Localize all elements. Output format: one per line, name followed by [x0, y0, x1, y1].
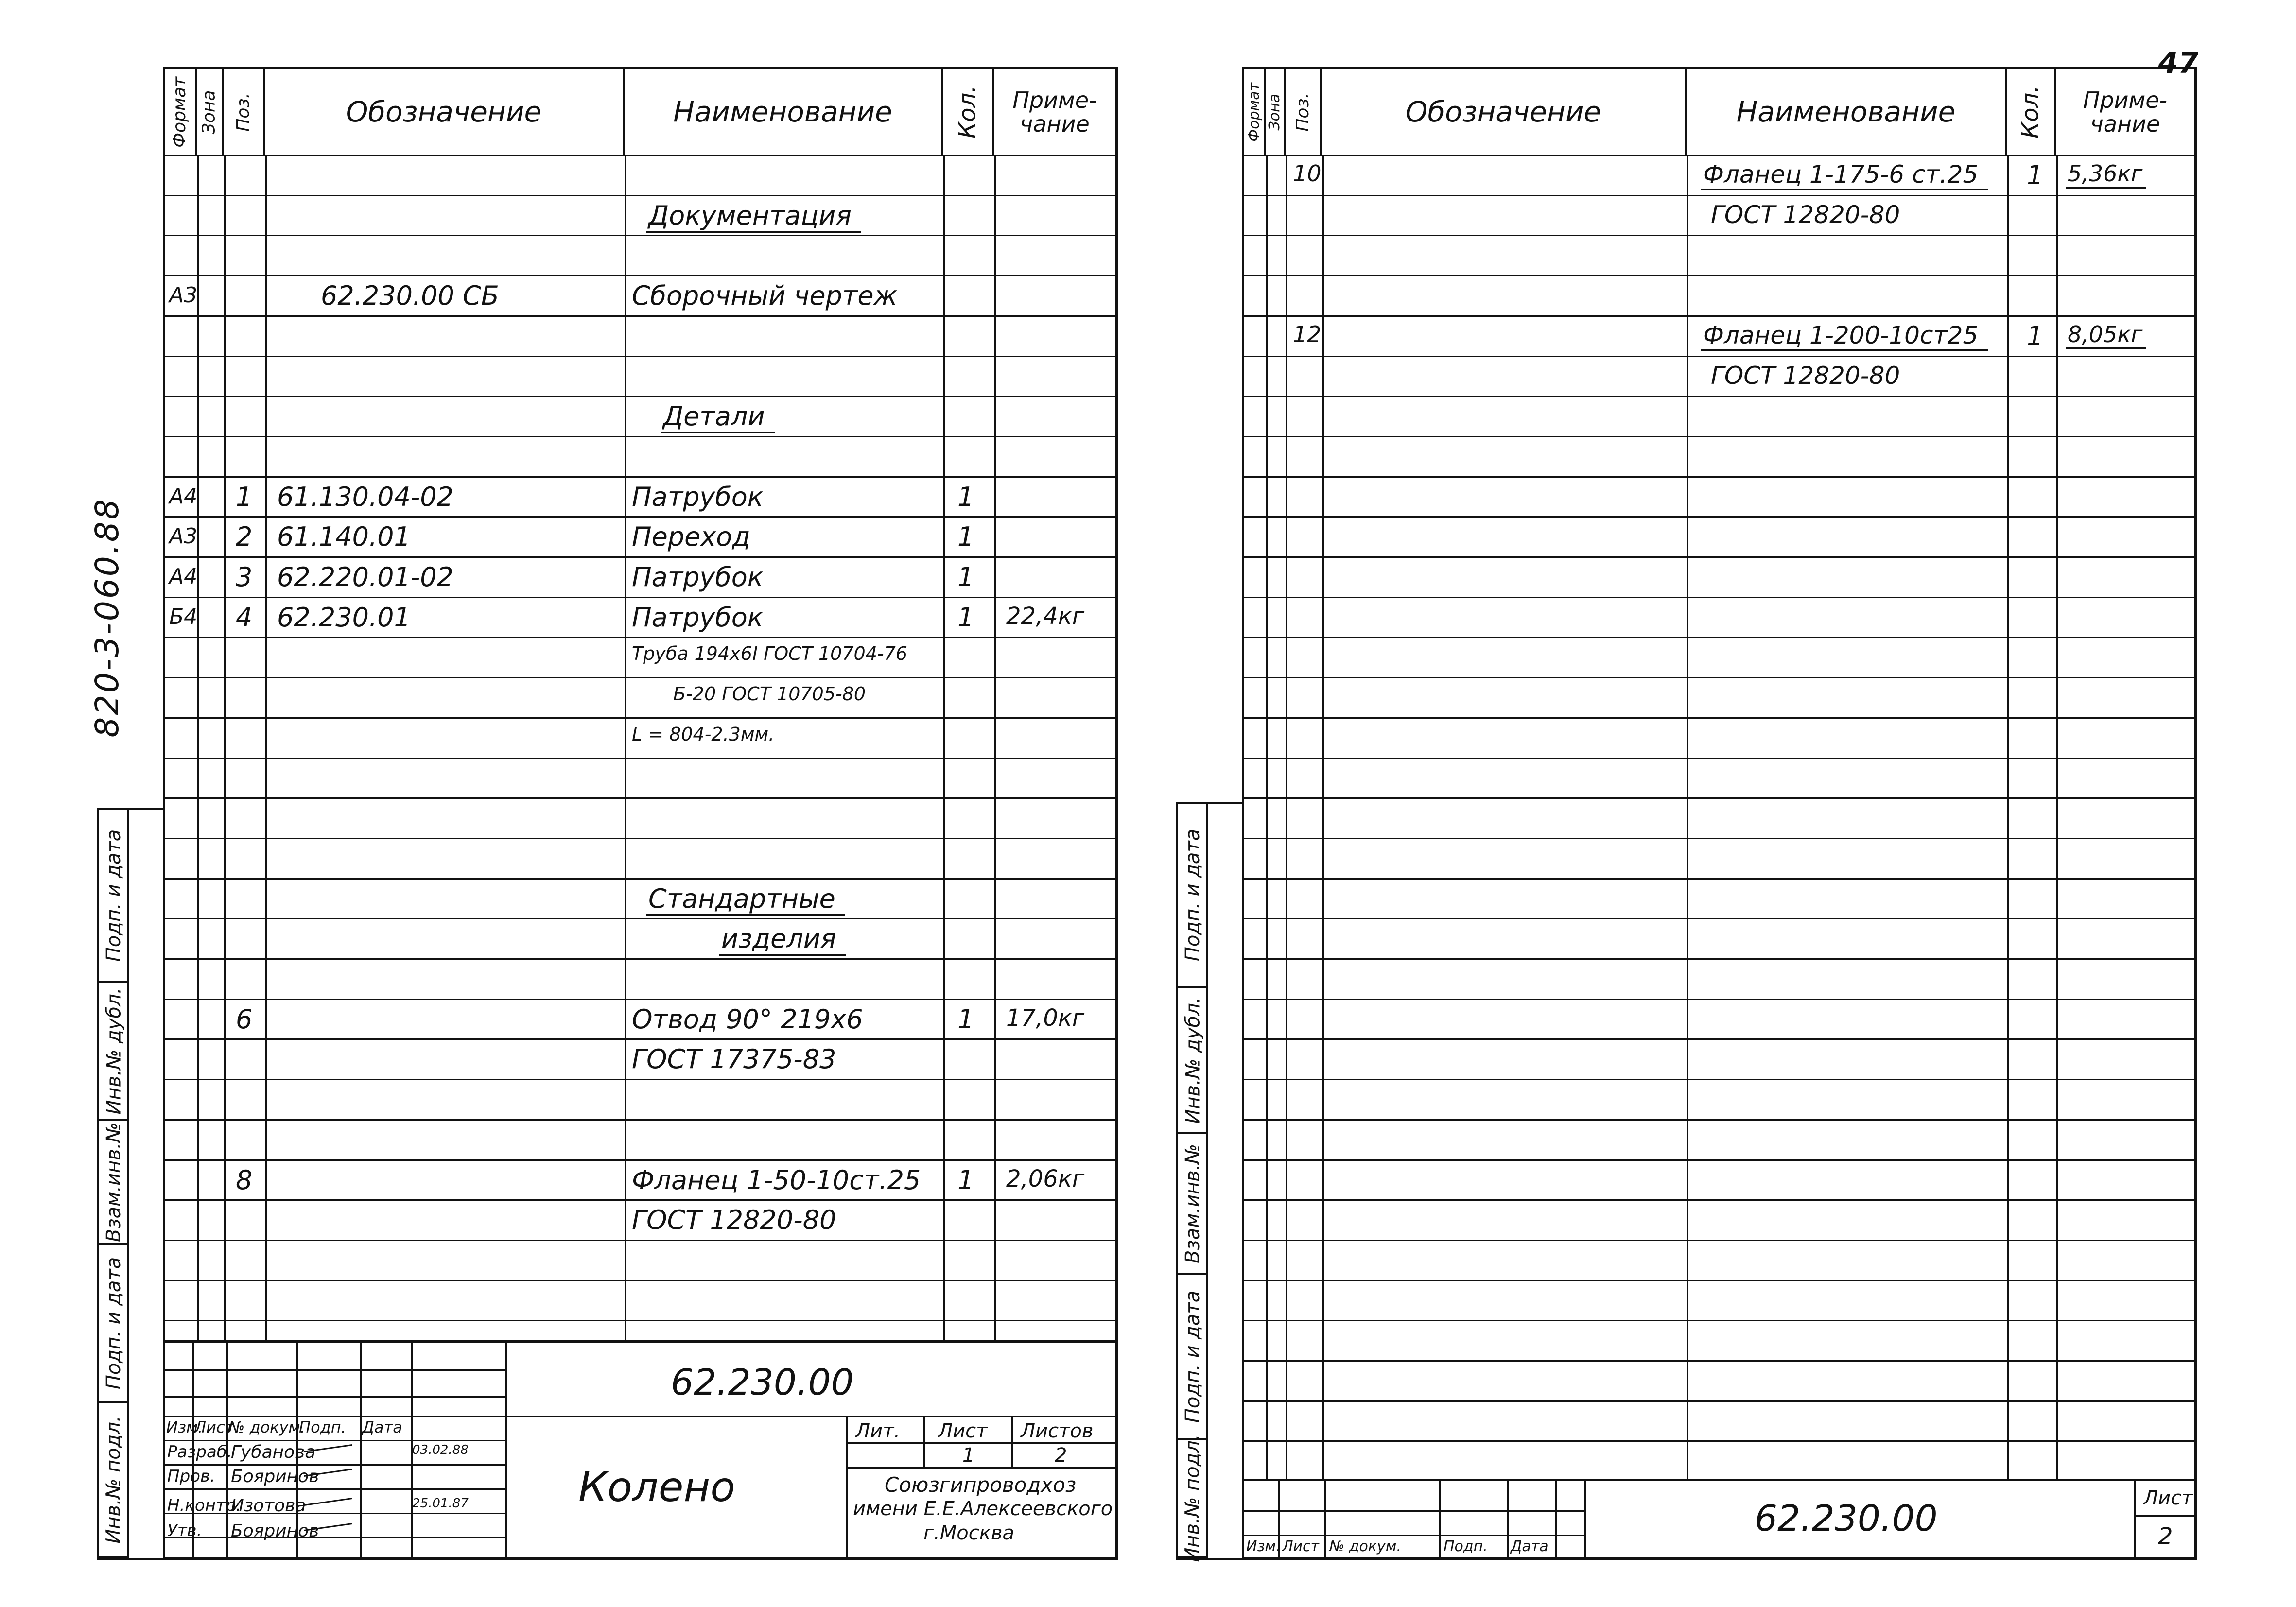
row-name: Патрубок: [632, 482, 764, 512]
header-designation: Обозначение: [1322, 69, 1687, 155]
column-line: [625, 155, 626, 1340]
row-line: [1244, 356, 2194, 357]
row-line: [165, 918, 1115, 919]
column-line: [224, 155, 226, 1340]
row-line: [1244, 1038, 2194, 1040]
tb-row-line: [1244, 1510, 1584, 1512]
row-note: 22,4кг: [1006, 603, 1085, 630]
row-position: 10: [1293, 160, 1322, 187]
tb-col-label: № докум.: [228, 1418, 305, 1436]
tb-col-label: Изм.: [166, 1418, 203, 1436]
row-position: 6: [236, 1004, 253, 1035]
tb-role: Н.контр.: [167, 1496, 242, 1515]
row-name: ГОСТ 17375-83: [632, 1044, 836, 1074]
row-line: [165, 1199, 1115, 1201]
row-line: [1244, 1400, 2194, 1402]
tb-col-label: № докум.: [1329, 1538, 1401, 1555]
sheet-number: 2: [2158, 1523, 2173, 1550]
header-note: Приме- чание: [2083, 87, 2168, 137]
row-format: А4: [169, 484, 198, 509]
row-line: [1244, 878, 2194, 880]
tb-column-line: [1555, 1481, 1557, 1560]
header-position: Поз.: [224, 69, 265, 155]
side-stamp-cell: Инв.№ дубл.: [1178, 988, 1207, 1134]
row-line: [1244, 1440, 2194, 1442]
row-line: [1244, 235, 2194, 236]
tb-row-line: [165, 1396, 505, 1398]
row-note: 5,36кг: [2066, 162, 2146, 189]
row-line: [1244, 556, 2194, 558]
tb-row-line: [165, 1537, 505, 1538]
row-line: [1244, 918, 2194, 919]
side-stamp-cell: Подп. и дата: [99, 1245, 128, 1403]
title-designation: 62.230.00: [671, 1362, 854, 1403]
row-line: [1244, 717, 2194, 719]
header-position: Поз.: [1286, 69, 1322, 155]
row-line: [1244, 1119, 2194, 1121]
row-format: А3: [169, 283, 198, 308]
tb-col-label: Дата: [362, 1418, 402, 1436]
row-name: Фланец 1-50-10ст.25: [632, 1165, 921, 1195]
row-line: [165, 315, 1115, 317]
specification-sheet-1: [163, 67, 1118, 1560]
tb-row-line: [165, 1488, 505, 1490]
tb-role: Утв.: [167, 1521, 202, 1540]
side-stamp-divider: [1206, 804, 1208, 1558]
tb-person-name: Изотова: [231, 1496, 306, 1516]
side-stamp-cell: Взам.инв.№: [1178, 1134, 1207, 1275]
header-designation: Обозначение: [265, 69, 625, 155]
row-format: А3: [169, 524, 198, 549]
row-line: [165, 436, 1115, 437]
row-name: Сборочный чертеж: [632, 280, 898, 311]
page-number: 47: [2158, 46, 2199, 80]
tb-col-label: Лист: [1282, 1538, 1320, 1555]
side-stamp-cell: Подп. и дата: [1178, 804, 1207, 988]
row-line: [165, 597, 1115, 598]
row-line: [165, 275, 1115, 276]
row-format: Б4: [169, 605, 198, 629]
row-name: ГОСТ 12820-80: [1711, 362, 1900, 390]
tb-person-name: Губанова: [231, 1442, 316, 1462]
row-position: 4: [236, 602, 253, 633]
tb-col-label: Подп.: [299, 1418, 346, 1436]
side-stamp-cell: Подп. и дата: [99, 810, 128, 983]
tb-role: Разраб.: [167, 1442, 232, 1462]
title-name: Колено: [578, 1463, 735, 1511]
row-line: [1244, 195, 2194, 196]
tb-row-line: [165, 1369, 505, 1371]
org-line-3: г.Москва: [923, 1522, 1014, 1544]
row-designation: 61.140.01: [277, 521, 411, 552]
row-name: Фланец 1-175-6 ст.25: [1701, 162, 1988, 190]
tb-row-line: [165, 1440, 505, 1441]
row-name: Патрубок: [632, 602, 764, 633]
tb-col-label: Подп.: [1444, 1538, 1488, 1555]
row-name: ГОСТ 12820-80: [1711, 201, 1900, 229]
header-zone: Зона: [1266, 69, 1286, 155]
column-line: [994, 155, 996, 1340]
row-name: изделия: [719, 926, 846, 956]
row-name: Труба 194х6I ГОСТ 10704-76: [632, 643, 907, 664]
org-line-1: Союзгипроводхоз: [885, 1473, 1077, 1497]
header-bottom-line: [165, 155, 1115, 156]
row-quantity: 1: [957, 521, 974, 552]
row-line: [165, 195, 1115, 196]
row-quantity: 1: [2027, 160, 2044, 190]
column-line: [943, 155, 945, 1340]
row-name: Б-20 ГОСТ 10705-80: [673, 683, 866, 705]
row-quantity: 1: [957, 482, 974, 512]
row-name: Стандартные: [646, 886, 845, 916]
row-designation: 61.130.04-02: [277, 482, 454, 512]
row-line: [165, 999, 1115, 1000]
specification-sheet-2: [1242, 67, 2197, 1560]
row-line: [165, 1159, 1115, 1161]
row-line: [165, 1079, 1115, 1080]
row-line: [165, 758, 1115, 759]
row-line: [165, 356, 1115, 357]
header-format: Формат: [1244, 69, 1266, 155]
row-line: [1244, 637, 2194, 638]
row-line: [165, 1038, 1115, 1040]
row-line: [1244, 677, 2194, 678]
row-note: 8,05кг: [2066, 323, 2146, 349]
side-stamp-cell: Инв.№ подл.: [99, 1403, 128, 1558]
header-zone: Зона: [197, 69, 224, 155]
row-line: [1244, 999, 2194, 1000]
row-name: Детали: [661, 403, 775, 433]
row-line: [165, 958, 1115, 960]
tb-col-label: Дата: [1511, 1538, 1548, 1555]
row-line: [1244, 1280, 2194, 1281]
row-line: [165, 556, 1115, 558]
side-stamp-divider: [127, 810, 129, 1558]
row-name: Отвод 90° 219х6: [632, 1004, 863, 1035]
row-line: [1244, 275, 2194, 276]
side-stamp-cell: Взам.инв.№: [99, 1121, 128, 1245]
row-position: 3: [236, 562, 253, 592]
row-line: [165, 516, 1115, 518]
row-line: [1244, 958, 2194, 960]
row-line: [1244, 436, 2194, 437]
row-line: [165, 1119, 1115, 1121]
row-line: [165, 235, 1115, 236]
tb-date: 03.02.88: [412, 1443, 469, 1457]
row-line: [1244, 315, 2194, 317]
row-position: 2: [236, 521, 253, 552]
row-designation: 62.230.01: [277, 602, 411, 633]
tb-column-line: [1439, 1481, 1441, 1560]
row-quantity: 1: [957, 1004, 974, 1035]
row-line: [1244, 1159, 2194, 1161]
row-line: [1244, 597, 2194, 598]
tb-col-label: Лист: [194, 1418, 234, 1436]
row-line: [165, 1320, 1115, 1321]
title-block: [165, 1340, 1115, 1560]
row-position: 1: [236, 482, 253, 512]
tb-column-line: [1324, 1481, 1326, 1560]
row-designation: 62.220.01-02: [277, 562, 454, 592]
row-line: [1244, 797, 2194, 799]
sheet-label: Лист: [938, 1420, 988, 1442]
side-stamp-cell: Подп. и дата: [1178, 1275, 1207, 1440]
tb-column-line: [1507, 1481, 1509, 1560]
side-stamp-cell: Инв.№ дубл.: [99, 983, 128, 1121]
tb-date: 25.01.87: [412, 1496, 469, 1511]
row-name: Патрубок: [632, 562, 764, 592]
row-line: [1244, 1199, 2194, 1201]
sheet-number: 1: [962, 1444, 975, 1467]
row-line: [1244, 838, 2194, 839]
row-line: [1244, 1079, 2194, 1080]
row-name: L = 804-2.3мм.: [632, 724, 775, 745]
title-block-short: [1244, 1479, 2194, 1560]
side-stamp-cell: Инв.№ подл.: [1178, 1440, 1207, 1558]
header-bottom-line: [1244, 155, 2194, 156]
row-line: [165, 1280, 1115, 1281]
tb-col-label: Изм.: [1246, 1538, 1281, 1555]
header-name: Наименование: [625, 69, 943, 155]
tb-row-line: [165, 1464, 505, 1466]
tb-row-line: [1244, 1535, 1584, 1536]
row-line: [1244, 476, 2194, 478]
row-line: [165, 637, 1115, 638]
side-stamp-left: [97, 808, 165, 1560]
row-line: [165, 1240, 1115, 1241]
sheet-label: Лист: [2143, 1487, 2193, 1509]
sheets-total: 2: [1055, 1444, 1067, 1467]
row-name: Фланец 1-200-10ст25: [1701, 323, 1988, 351]
row-quantity: 1: [957, 562, 974, 592]
side-document-code: 820-3-060.88: [88, 497, 126, 738]
header-quantity: Кол.: [2007, 69, 2056, 155]
row-quantity: 1: [2027, 321, 2044, 351]
title-designation: 62.230.00: [1755, 1498, 1938, 1539]
row-line: [1244, 396, 2194, 397]
row-name: Документация: [646, 203, 861, 233]
lit-label: Лит.: [855, 1420, 901, 1442]
row-quantity: 1: [957, 1165, 974, 1195]
column-line: [197, 155, 199, 1340]
header-quantity: Кол.: [943, 69, 994, 155]
row-line: [1244, 1320, 2194, 1321]
row-line: [1244, 758, 2194, 759]
row-position: 12: [1293, 321, 1322, 347]
signature: [304, 1498, 352, 1506]
row-line: [165, 396, 1115, 397]
row-name: ГОСТ 12820-80: [632, 1205, 836, 1235]
row-line: [1244, 516, 2194, 518]
tb-column-line: [360, 1343, 362, 1560]
tb-row-line: [165, 1416, 505, 1417]
row-note: 17,0кг: [1006, 1004, 1085, 1032]
row-line: [165, 717, 1115, 719]
row-line: [165, 677, 1115, 678]
tb-person-name: Бояринов: [231, 1467, 319, 1486]
row-note: 2,06кг: [1006, 1165, 1085, 1192]
header-format: Формат: [165, 69, 197, 155]
row-line: [1244, 1240, 2194, 1241]
row-line: [165, 878, 1115, 880]
row-line: [165, 476, 1115, 478]
tb-person-name: Бояринов: [231, 1521, 319, 1541]
row-name: Переход: [632, 521, 750, 552]
row-line: [165, 838, 1115, 839]
side-stamp-right: [1176, 802, 1244, 1560]
header-name: Наименование: [1687, 69, 2007, 155]
column-line: [265, 155, 267, 1340]
tb-role: Пров.: [167, 1467, 215, 1486]
sheets-label: Листов: [1021, 1420, 1094, 1442]
org-line-2: имени Е.Е.Алексеевского: [853, 1498, 1113, 1520]
row-line: [165, 797, 1115, 799]
row-format: А4: [169, 564, 198, 589]
row-quantity: 1: [957, 602, 974, 633]
row-designation: 62.230.00 СБ: [321, 280, 499, 311]
row-line: [1244, 1360, 2194, 1362]
header-note: Приме- чание: [1012, 87, 1097, 137]
row-position: 8: [236, 1165, 253, 1195]
